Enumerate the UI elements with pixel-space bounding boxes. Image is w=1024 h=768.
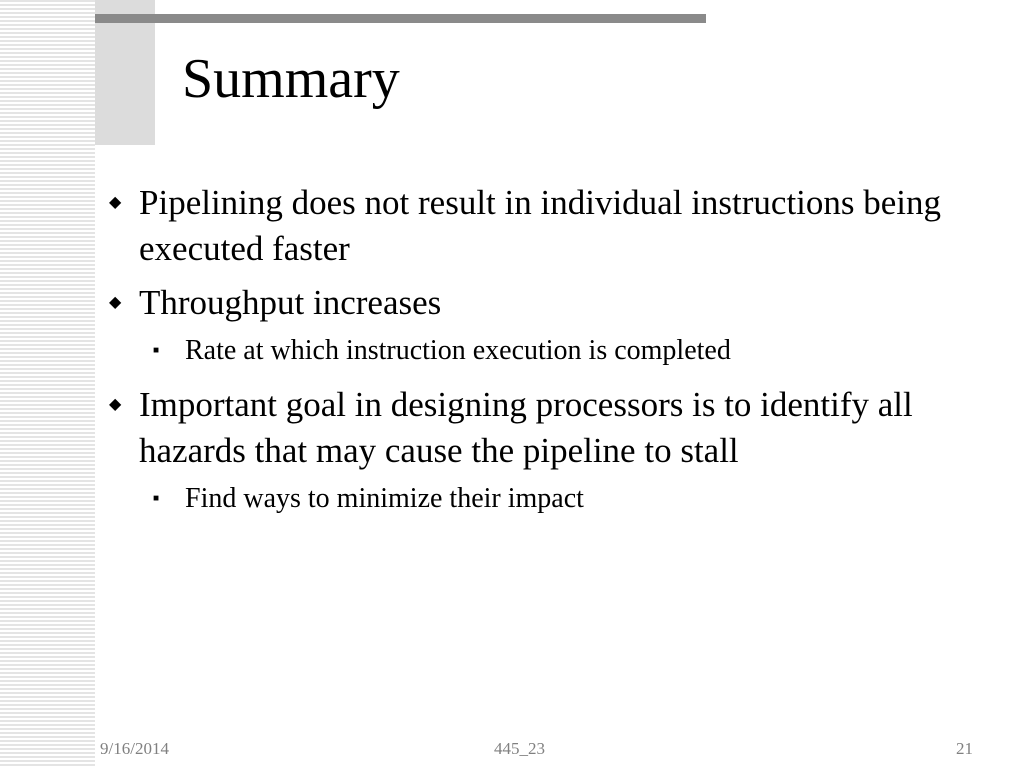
diamond-bullet-icon: ◆: [109, 294, 122, 311]
footer-page-number: 21: [956, 739, 973, 758]
subbullet-text: Find ways to minimize their impact: [185, 483, 584, 514]
square-bullet-icon: ■: [153, 345, 160, 356]
left-stripe-decoration: [0, 0, 95, 768]
subbullet-item: [105, 332, 985, 370]
bullet-text: Throughput increases: [139, 283, 442, 322]
bullet-text: Pipelining does not result in individual instructions being executed faster: [139, 183, 942, 268]
subbullet-item: [105, 480, 985, 518]
top-bar-decoration: [95, 14, 706, 23]
diamond-bullet-icon: ◆: [109, 194, 122, 211]
bullet-text: Important goal in designing processors is to identify all hazards that may cause the pipeline to stall: [139, 385, 913, 470]
slide-content: [105, 180, 985, 530]
footer-course-code: 445_23: [494, 739, 545, 758]
slide-title: Summary: [182, 48, 400, 110]
bullet-item: [105, 382, 985, 474]
square-bullet-icon: ■: [153, 493, 160, 504]
footer-date: 9/16/2014: [100, 739, 169, 758]
diamond-bullet-icon: ◆: [109, 396, 122, 413]
bullet-item: [105, 180, 985, 272]
subbullet-text: Rate at which instruction execution is completed: [185, 335, 731, 366]
bullet-item: [105, 280, 985, 326]
